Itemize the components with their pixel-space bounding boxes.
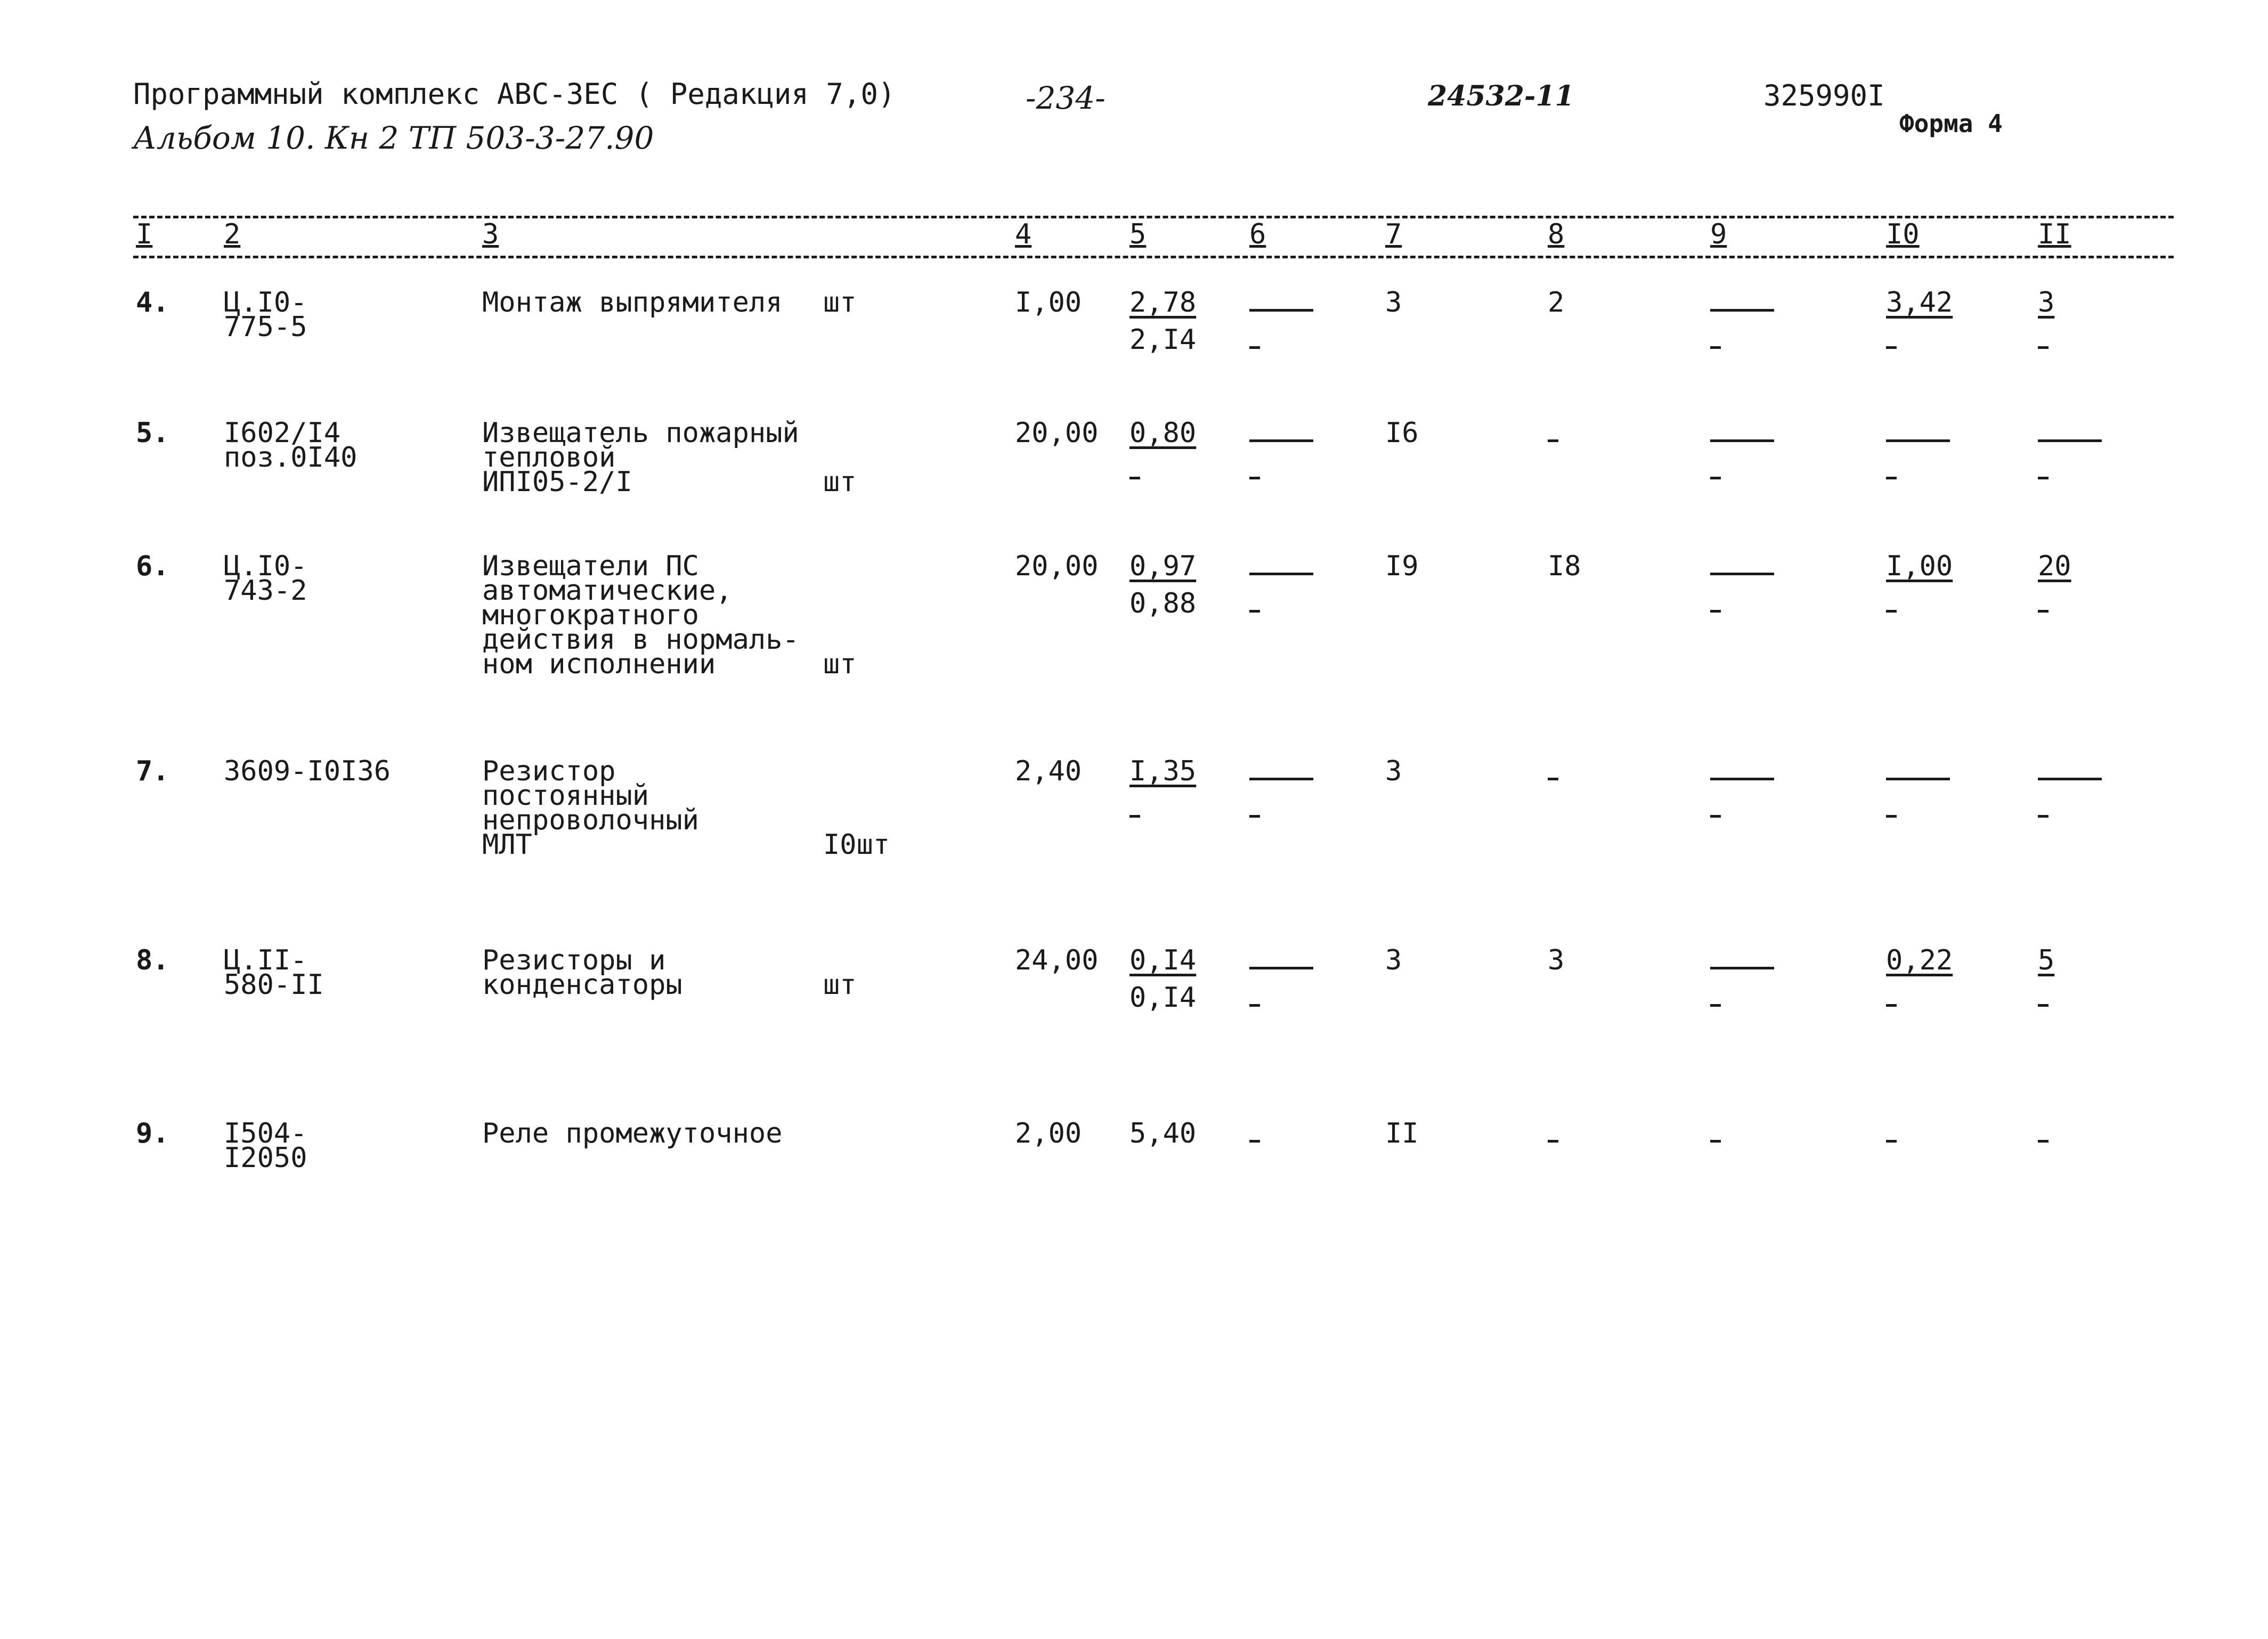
rate-code: Ц.I0- 775-5 — [224, 287, 307, 343]
col6-top — [1249, 1121, 1260, 1146]
col10-top: 3,42 — [1886, 287, 1953, 319]
col10-top: 0,22 — [1886, 944, 1953, 976]
col11-bottom — [2038, 458, 2048, 483]
dash-mark — [1710, 991, 1721, 1007]
dash-mark — [1548, 1127, 1558, 1143]
column-number-5: 5 — [1129, 218, 1147, 250]
dash-mark — [1249, 1127, 1260, 1143]
col9-bottom — [1710, 985, 1721, 1010]
quantity: 2,00 — [1015, 1118, 1082, 1149]
dash-mark — [1710, 953, 1774, 969]
col6-top — [1249, 421, 1313, 445]
col6-top — [1249, 759, 1313, 784]
dash-mark — [1249, 764, 1313, 780]
dash-mark — [1548, 765, 1558, 780]
dash-mark — [1710, 464, 1721, 479]
col10-bottom — [1886, 328, 1897, 352]
col5-bottom: 2,I4 — [1129, 324, 1197, 356]
row-number: 4. — [136, 287, 169, 319]
dash-mark — [2038, 764, 2102, 780]
form-label: Форма 4 — [1899, 109, 2003, 138]
item-name: Извещатели ПС автоматические, многократного действия в нормаль- ном исполнении — [482, 550, 799, 680]
col11-bottom — [2038, 985, 2048, 1010]
dash-mark — [1249, 559, 1313, 575]
col6-bottom — [1249, 985, 1260, 1010]
column-number-6: 6 — [1249, 218, 1266, 250]
col10-top — [1886, 759, 1950, 784]
dash-mark — [1710, 426, 1774, 442]
unit: шт — [823, 969, 857, 1001]
dash-mark — [2038, 802, 2048, 818]
column-number-10: I0 — [1886, 218, 1920, 250]
dash-mark — [2038, 333, 2048, 349]
dash-mark — [1710, 597, 1721, 613]
col6-bottom — [1249, 591, 1260, 616]
quantity: 20,00 — [1015, 417, 1099, 449]
dash-mark — [1548, 427, 1558, 442]
quantity: 24,00 — [1015, 944, 1099, 976]
col6-top — [1249, 290, 1313, 315]
col5-bottom — [1129, 796, 1140, 821]
header-rule-top — [133, 216, 2174, 218]
col6-top — [1249, 554, 1313, 578]
quantity: I,00 — [1015, 287, 1082, 319]
col11-bottom — [2038, 796, 2048, 821]
col5-top: 2,78 — [1129, 287, 1197, 319]
item-name: Монтаж выпрямителя — [482, 287, 783, 319]
col9-top — [1710, 1121, 1721, 1146]
col11-top: 5 — [2038, 944, 2055, 976]
row-number: 5. — [136, 417, 169, 449]
dash-mark — [1886, 764, 1950, 780]
col5-bottom: 0,88 — [1129, 588, 1197, 619]
page-number: -234- — [1026, 80, 1105, 116]
dash-mark — [1249, 802, 1260, 818]
dash-mark — [1249, 464, 1260, 479]
unit: шт — [823, 466, 857, 498]
col8-value — [1548, 421, 1558, 445]
dash-mark — [1886, 426, 1950, 442]
column-number-7: 7 — [1385, 218, 1402, 250]
dash-mark — [1129, 802, 1140, 818]
col10-top: I,00 — [1886, 550, 1953, 582]
dash-mark — [1249, 295, 1313, 312]
dash-mark — [1710, 333, 1721, 349]
col6-top — [1249, 948, 1313, 973]
col6-bottom — [1249, 328, 1260, 352]
dash-mark — [1886, 802, 1897, 818]
col7-value: II — [1385, 1118, 1419, 1149]
rate-code: I602/I4 поз.0I40 — [224, 417, 357, 474]
rate-code: 3609-I0I36 — [224, 755, 391, 787]
item-name: Резистор постоянный непроволочный МЛТ — [482, 755, 699, 861]
col11-top — [2038, 759, 2102, 784]
row-number: 8. — [136, 944, 169, 976]
dash-mark — [1249, 953, 1313, 969]
col9-bottom — [1710, 458, 1721, 483]
item-name: Извещатель пожарный тепловой ИПI05-2/I — [482, 417, 799, 498]
col8-value: 2 — [1548, 287, 1565, 319]
col8-value: I8 — [1548, 550, 1581, 582]
dash-mark — [2038, 597, 2048, 613]
col7-value: I6 — [1385, 417, 1419, 449]
dash-mark — [1710, 1127, 1721, 1143]
dash-mark — [1249, 597, 1260, 613]
col8-value: 3 — [1548, 944, 1565, 976]
col9-top — [1710, 759, 1774, 784]
unit: шт — [823, 648, 857, 680]
col11-top — [2038, 1121, 2048, 1146]
col5-bottom: 0,I4 — [1129, 982, 1197, 1014]
column-number-3: 3 — [482, 218, 499, 250]
col11-top: 20 — [2038, 550, 2071, 582]
quantity: 20,00 — [1015, 550, 1099, 582]
dash-mark — [1710, 559, 1774, 575]
dash-mark — [2038, 464, 2048, 479]
col9-top — [1710, 290, 1774, 315]
dash-mark — [1710, 764, 1774, 780]
col5-bottom — [1129, 458, 1140, 483]
dash-mark — [1249, 426, 1313, 442]
col10-top — [1886, 421, 1950, 445]
column-number-4: 4 — [1015, 218, 1032, 250]
col5-top: 0,I4 — [1129, 944, 1197, 976]
col7-value: 3 — [1385, 944, 1402, 976]
column-number-2: 2 — [224, 218, 241, 250]
dash-mark — [1710, 802, 1721, 818]
dash-mark — [2038, 991, 2048, 1007]
unit: I0шт — [823, 829, 890, 861]
col10-bottom — [1886, 458, 1897, 483]
col9-top — [1710, 948, 1774, 973]
dash-mark — [2038, 1127, 2048, 1143]
col9-top — [1710, 421, 1774, 445]
col11-bottom — [2038, 591, 2048, 616]
col7-value: 3 — [1385, 755, 1402, 787]
column-number-1: I — [136, 218, 153, 250]
column-number-9: 9 — [1710, 218, 1727, 250]
col7-value: 3 — [1385, 287, 1402, 319]
quantity: 2,40 — [1015, 755, 1082, 787]
dash-mark — [1886, 597, 1897, 613]
col5-top: 0,80 — [1129, 417, 1197, 449]
row-number: 9. — [136, 1118, 169, 1149]
document-code: 24532-11 — [1428, 80, 1574, 112]
col11-bottom — [2038, 328, 2048, 352]
col5-top: 5,40 — [1129, 1118, 1197, 1149]
col11-top: 3 — [2038, 287, 2055, 319]
album-reference: Альбом 10. Кн 2 ТП 503-3-27.90 — [133, 120, 654, 156]
document-number: 325990I — [1763, 79, 1885, 112]
col9-bottom — [1710, 328, 1721, 352]
col7-value: I9 — [1385, 550, 1419, 582]
rate-code: Ц.I0- 743-2 — [224, 550, 307, 607]
row-number: 7. — [136, 755, 169, 787]
col11-top — [2038, 421, 2102, 445]
column-number-11: II — [2038, 218, 2071, 250]
unit: шт — [823, 287, 857, 319]
col5-top: I,35 — [1129, 755, 1197, 787]
col5-top: 0,97 — [1129, 550, 1197, 582]
dash-mark — [1886, 991, 1897, 1007]
item-name: Резисторы и конденсаторы — [482, 944, 682, 1001]
program-title: Программный комплекс АВС-ЗЕС ( Редакция 7,0) — [133, 77, 896, 111]
header-rule-bottom — [133, 256, 2174, 258]
row-number: 6. — [136, 550, 169, 582]
col10-bottom — [1886, 591, 1897, 616]
item-name: Реле промежуточное — [482, 1118, 783, 1149]
col8-value — [1548, 759, 1558, 784]
col10-top — [1886, 1121, 1897, 1146]
col9-bottom — [1710, 591, 1721, 616]
dash-mark — [1129, 464, 1140, 479]
column-number-8: 8 — [1548, 218, 1565, 250]
col10-bottom — [1886, 985, 1897, 1010]
col9-bottom — [1710, 796, 1721, 821]
col8-value — [1548, 1121, 1558, 1146]
col9-top — [1710, 554, 1774, 578]
rate-code: Ц.II- 580-II — [224, 944, 324, 1001]
rate-code: I504- I2050 — [224, 1118, 307, 1174]
dash-mark — [1886, 333, 1897, 349]
dash-mark — [2038, 426, 2102, 442]
dash-mark — [1886, 1127, 1897, 1143]
dash-mark — [1249, 991, 1260, 1007]
col6-bottom — [1249, 796, 1260, 821]
dash-mark — [1249, 333, 1260, 349]
col6-bottom — [1249, 458, 1260, 483]
col10-bottom — [1886, 796, 1897, 821]
dash-mark — [1886, 464, 1897, 479]
dash-mark — [1710, 295, 1774, 312]
